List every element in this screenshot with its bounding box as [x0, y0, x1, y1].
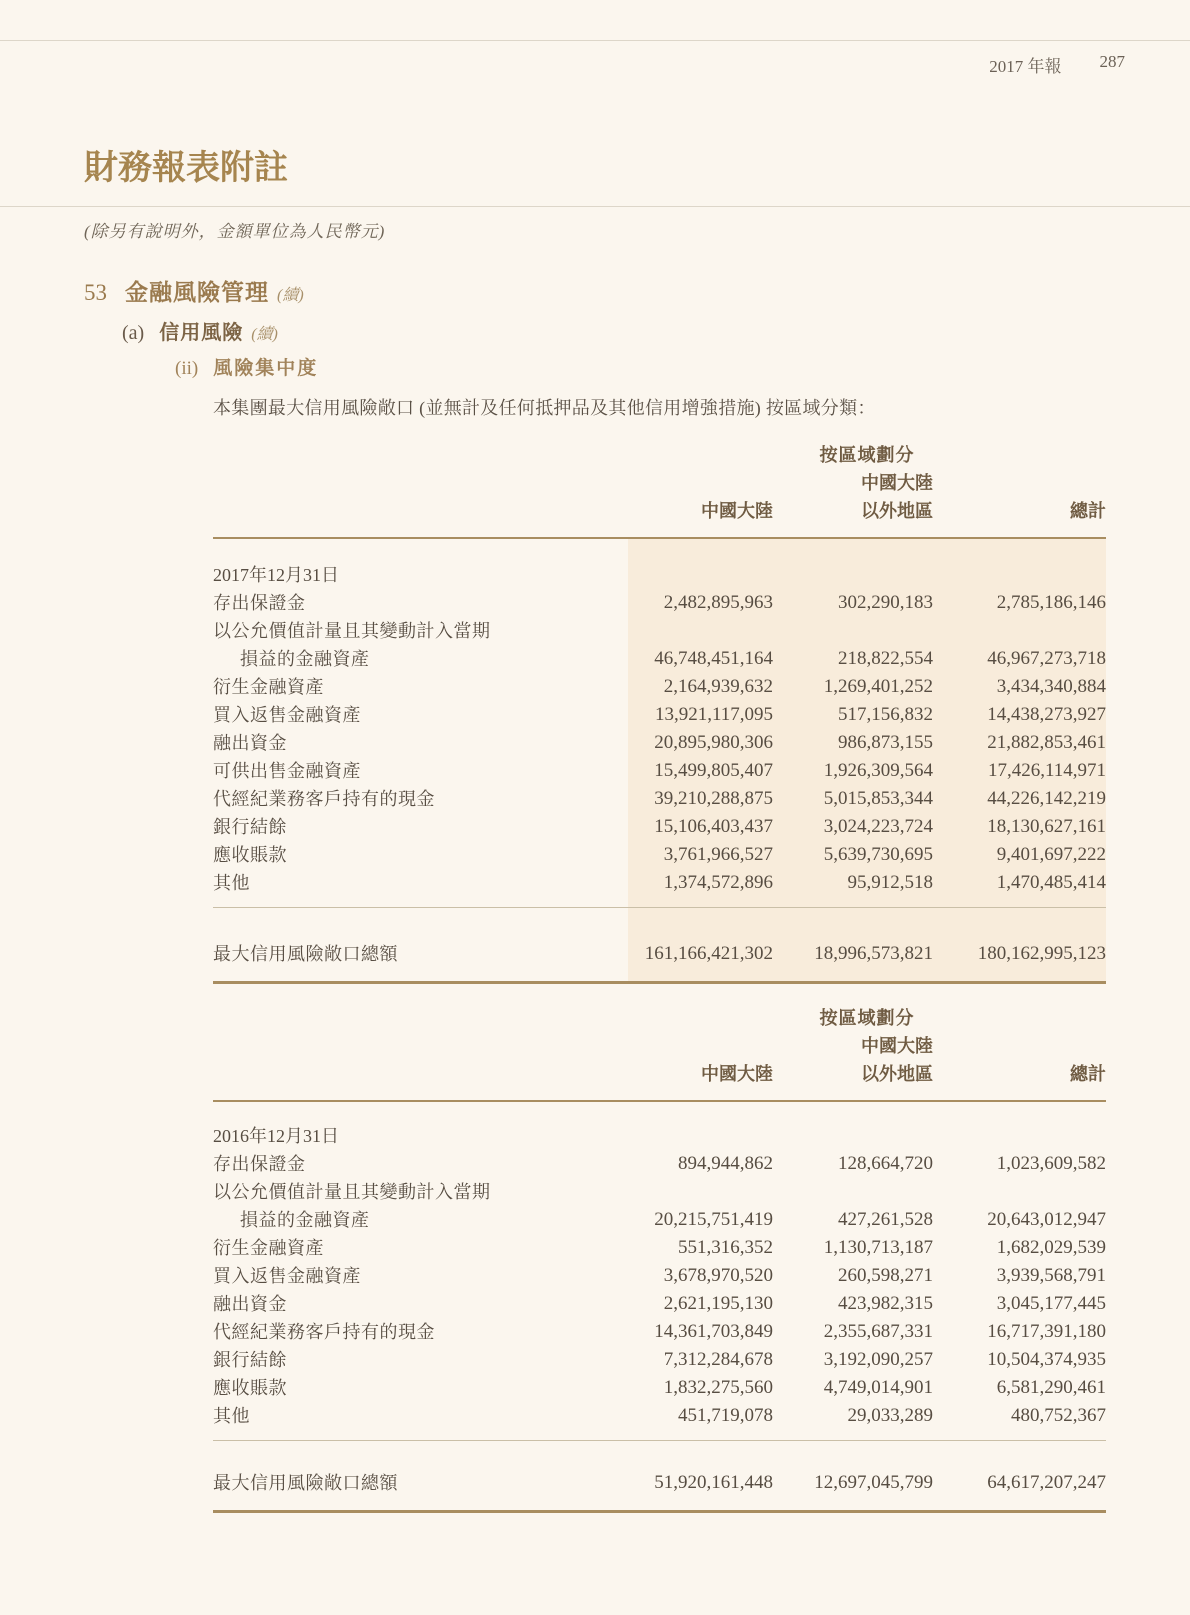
row-label: 其他	[213, 873, 250, 893]
row-label: 應收賬款	[213, 1378, 287, 1398]
row-label: 買入返售金融資產	[213, 705, 361, 725]
row-value: 18,130,627,161	[987, 816, 1106, 837]
row-value: 3,761,966,527	[663, 844, 773, 865]
row-label: 代經紀業務客戶持有的現金	[213, 1322, 435, 1342]
row-value: 5,639,730,695	[823, 844, 933, 865]
row-label: 銀行結餘	[213, 817, 287, 837]
row-label: 存出保證金	[213, 593, 306, 613]
row-value: 427,261,528	[838, 1209, 933, 1230]
subsubsection-heading	[175, 353, 318, 380]
table-rows	[213, 589, 1106, 897]
date-row: 2017年12月31日	[213, 565, 339, 585]
column-header-mainland: 中國大陸	[701, 1064, 773, 1084]
table-row	[213, 841, 1106, 869]
table-row	[213, 1346, 1106, 1374]
table-row	[213, 813, 1106, 841]
section-continued: (續)	[277, 287, 304, 304]
subsubsection-label: (ii)	[175, 358, 199, 379]
intro-paragraph: 本集團最大信用風險敞口 (並無計及任何抵押品及其他信用增強措施) 按區域分類：	[213, 398, 876, 418]
subsection-title: 信用風險	[159, 322, 244, 344]
row-label: 以公允價值計量且其變動計入當期	[213, 1182, 491, 1202]
table-row	[213, 1206, 1106, 1234]
pre-total-rule	[213, 907, 1106, 908]
top-rule	[0, 40, 1190, 41]
table-row	[213, 1234, 1106, 1262]
row-label: 可供出售金融資產	[213, 761, 361, 781]
column-header-total: 總計	[1070, 1064, 1106, 1084]
row-value: 15,499,805,407	[654, 760, 773, 781]
row-label: 損益的金融資產	[240, 649, 370, 669]
table-row	[213, 1262, 1106, 1290]
row-value: 46,967,273,718	[987, 648, 1106, 669]
column-header-mainland: 中國大陸	[701, 501, 773, 521]
row-value: 1,023,609,582	[996, 1153, 1106, 1174]
row-value: 20,895,980,306	[654, 732, 773, 753]
row-value: 2,164,939,632	[663, 676, 773, 697]
row-value: 10,504,374,935	[987, 1349, 1106, 1370]
row-value: 423,982,315	[838, 1293, 933, 1314]
document-title: 財務報表附註	[84, 150, 288, 187]
row-value: 17,426,114,971	[987, 760, 1106, 781]
row-value: 14,438,273,927	[987, 704, 1106, 725]
row-value: 4,749,014,901	[823, 1377, 933, 1398]
row-value: 894,944,862	[678, 1153, 773, 1174]
row-value: 16,717,391,180	[987, 1321, 1106, 1342]
row-label: 其他	[213, 1406, 250, 1426]
row-value: 3,939,568,791	[996, 1265, 1106, 1286]
total-row	[213, 1469, 1106, 1497]
table-row	[213, 1374, 1106, 1402]
row-value: 2,621,195,130	[663, 1293, 773, 1314]
row-value: 12,697,045,799	[814, 1472, 933, 1493]
row-label: 代經紀業務客戶持有的現金	[213, 789, 435, 809]
subsection-heading	[122, 316, 278, 345]
subsection-continued: (續)	[251, 326, 278, 343]
row-value: 2,355,687,331	[823, 1321, 933, 1342]
column-header-outside: 以外地區	[861, 501, 933, 521]
row-value: 6,581,290,461	[996, 1377, 1106, 1398]
column-group-header: 按區域劃分	[819, 1008, 915, 1028]
row-value: 1,374,572,896	[663, 872, 773, 893]
page-header	[989, 52, 1125, 77]
table-body	[213, 537, 1106, 984]
row-value: 986,873,155	[838, 732, 933, 753]
unit-note: (除另有說明外，金額單位為人民幣元)	[84, 222, 386, 241]
row-value: 3,434,340,884	[996, 676, 1106, 697]
credit-exposure-table-2016	[213, 1001, 1106, 1513]
row-label: 存出保證金	[213, 1154, 306, 1174]
row-label: 最大信用風險敞口總額	[213, 944, 398, 964]
row-value: 128,664,720	[838, 1153, 933, 1174]
table-body	[213, 1100, 1106, 1513]
row-value: 1,832,275,560	[663, 1377, 773, 1398]
row-value: 51,920,161,448	[654, 1472, 773, 1493]
row-value: 9,401,697,222	[996, 844, 1106, 865]
row-value	[628, 617, 773, 645]
row-label: 損益的金融資產	[240, 1210, 370, 1230]
row-value: 517,156,832	[838, 704, 933, 725]
table-column-headers	[213, 438, 1106, 537]
row-value: 46,748,451,164	[654, 648, 773, 669]
subsection-label: (a)	[122, 322, 145, 344]
row-value: 3,045,177,445	[996, 1293, 1106, 1314]
row-value	[933, 1178, 1106, 1206]
table-row	[213, 757, 1106, 785]
row-label: 以公允價值計量且其變動計入當期	[213, 621, 491, 641]
column-header-outside: 以外地區	[861, 1064, 933, 1084]
row-value: 5,015,853,344	[823, 788, 933, 809]
date-row: 2016年12月31日	[213, 1126, 339, 1146]
row-value: 20,215,751,419	[654, 1209, 773, 1230]
row-value: 218,822,554	[838, 648, 933, 669]
row-value: 3,024,223,724	[823, 816, 933, 837]
row-label: 買入返售金融資產	[213, 1266, 361, 1286]
row-value: 3,192,090,257	[823, 1349, 933, 1370]
table-row	[213, 701, 1106, 729]
row-value: 7,312,284,678	[663, 1349, 773, 1370]
row-value: 95,912,518	[847, 872, 933, 893]
table-row	[213, 1402, 1106, 1430]
row-label: 最大信用風險敞口總額	[213, 1473, 398, 1493]
row-value: 551,316,352	[678, 1237, 773, 1258]
table-row	[213, 869, 1106, 897]
row-value: 3,678,970,520	[663, 1265, 773, 1286]
column-group-header: 按區域劃分	[819, 445, 915, 465]
table-rows	[213, 1150, 1106, 1430]
column-subheader: 中國大陸	[861, 1036, 933, 1056]
table-row	[213, 645, 1106, 673]
table-row	[213, 1178, 1106, 1206]
column-subheader: 中國大陸	[861, 473, 933, 493]
section-heading	[84, 274, 304, 307]
row-value: 15,106,403,437	[654, 816, 773, 837]
row-value: 18,996,573,821	[814, 943, 933, 964]
pre-total-rule	[213, 1440, 1106, 1441]
row-value: 302,290,183	[838, 592, 933, 613]
row-value	[773, 1178, 933, 1206]
row-value: 39,210,288,875	[654, 788, 773, 809]
row-value: 2,482,895,963	[663, 592, 773, 613]
row-value: 44,226,142,219	[987, 788, 1106, 809]
page-number: 287	[1099, 52, 1125, 71]
table-row	[213, 1150, 1106, 1178]
title-rule	[0, 206, 1190, 207]
row-value	[933, 617, 1106, 645]
row-value: 21,882,853,461	[987, 732, 1106, 753]
row-label: 衍生金融資產	[213, 677, 324, 697]
row-value: 480,752,367	[1011, 1405, 1106, 1426]
table-row	[213, 785, 1106, 813]
row-value: 1,130,713,187	[823, 1237, 933, 1258]
table-row	[213, 673, 1106, 701]
table-row	[213, 1290, 1106, 1318]
row-value: 13,921,117,095	[654, 704, 773, 725]
row-value: 14,361,703,849	[654, 1321, 773, 1342]
report-title: 2017 年報	[989, 57, 1062, 76]
credit-exposure-table-2017	[213, 438, 1106, 984]
subsubsection-title: 風險集中度	[213, 358, 319, 379]
row-label: 銀行結餘	[213, 1350, 287, 1370]
row-value: 260,598,271	[838, 1265, 933, 1286]
table-row	[213, 617, 1106, 645]
row-value: 1,269,401,252	[823, 676, 933, 697]
row-value: 161,166,421,302	[644, 943, 773, 964]
row-value: 29,033,289	[847, 1405, 933, 1426]
row-value: 180,162,995,123	[977, 943, 1106, 964]
total-row	[213, 940, 1106, 968]
table-row	[213, 729, 1106, 757]
section-title: 金融風險管理	[125, 280, 269, 305]
row-value	[773, 617, 933, 645]
row-value	[628, 1178, 773, 1206]
row-label: 融出資金	[213, 1294, 287, 1314]
row-label: 融出資金	[213, 733, 287, 753]
row-label: 衍生金融資產	[213, 1238, 324, 1258]
row-value: 1,470,485,414	[996, 872, 1106, 893]
table-row	[213, 589, 1106, 617]
row-value: 451,719,078	[678, 1405, 773, 1426]
row-value: 64,617,207,247	[987, 1472, 1106, 1493]
table-column-headers	[213, 1001, 1106, 1100]
row-value: 20,643,012,947	[987, 1209, 1106, 1230]
row-label: 應收賬款	[213, 845, 287, 865]
row-value: 1,682,029,539	[996, 1237, 1106, 1258]
table-row	[213, 1318, 1106, 1346]
row-value: 1,926,309,564	[823, 760, 933, 781]
row-value: 2,785,186,146	[996, 592, 1106, 613]
section-number: 53	[84, 280, 107, 305]
column-header-total: 總計	[1070, 501, 1106, 521]
